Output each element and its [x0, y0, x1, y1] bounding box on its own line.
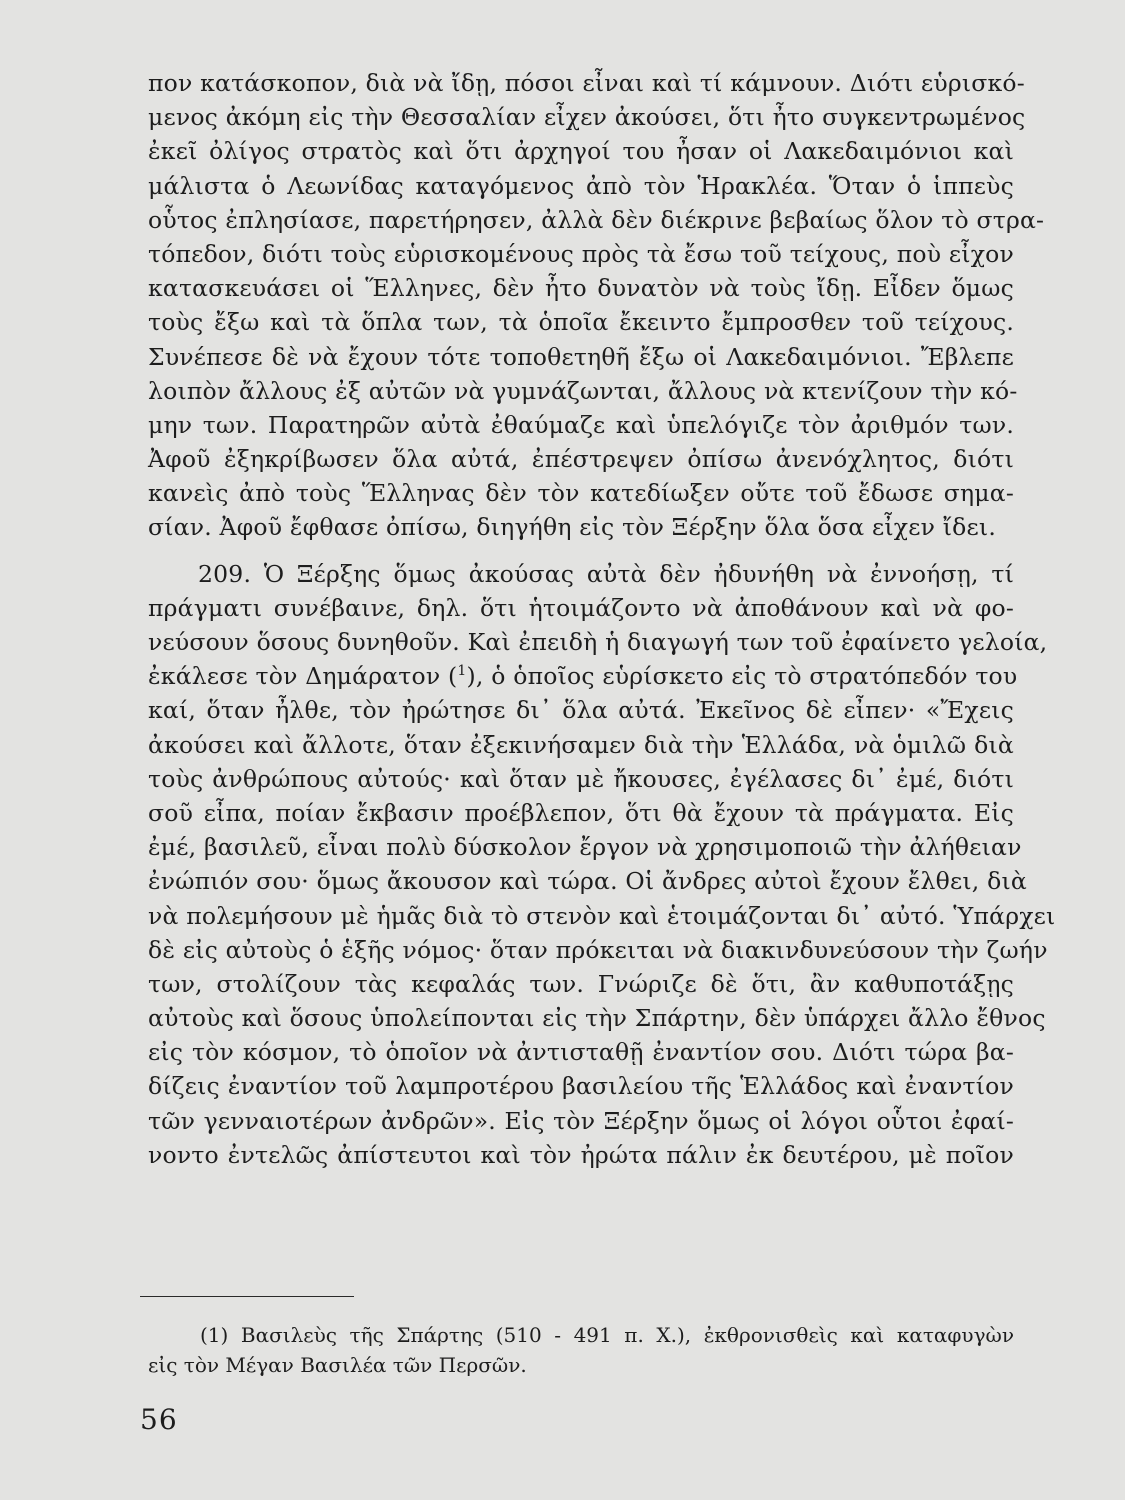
section-number: 209.	[198, 559, 252, 588]
text-line: κανεὶς ἀπὸ τοὺς Ἕλληνας δὲν τὸν κατεδίωξεν οὔτε τοῦ ἔδωσε σημα-	[148, 479, 1014, 508]
text-line: εἰς τὸν κόσμον, τὸ ὁποῖον νὰ ἀντισταθῇ ἐναντίον σου. Διότι τώρα βα-	[148, 1038, 1014, 1067]
text-line: ἐκεῖ ὀλίγος στρατὸς καὶ ὅτι ἀρχηγοί του ἦσαν οἱ Λακεδαιμόνιοι καὶ	[148, 137, 1014, 166]
text-line: δίζεις ἐναντίον τοῦ λαμπροτέρου βασιλείου τῆς Ἑλλάδος καὶ ἐναντίον	[148, 1072, 1014, 1101]
text-line: σίαν. Ἀφοῦ ἔφθασε ὀπίσω, διηγήθη εἰς τὸν Ξέρξην ὅλα ὅσα εἶχεν ἴδει.	[148, 513, 996, 542]
text-line: οὗτος ἐπλησίασε, παρετήρησεν, ἀλλὰ δὲν διέκρινε βεβαίως ὅλον τὸ στρα-	[148, 205, 1045, 234]
text-line: δὲ εἰς αὐτοὺς ὁ ἑξῆς νόμος· ὅταν πρόκειται νὰ διακινδυνεύσουν τὴν ζωήν	[148, 935, 1048, 964]
text-line: νὰ πολεμήσουν μὲ ἡμᾶς διὰ τὸ στενὸν καὶ ἑτοιμάζονται δι᾽ αὐτό. Ὑπάρχει	[148, 901, 1056, 930]
text-fragment: ἐκάλεσε τὸν Δημάρατον (	[148, 662, 458, 691]
text-line: μενος ἀκόμη εἰς τὴν Θεσσαλίαν εἶχεν ἀκούσει, ὅτι ἦτο συγκεντρωμένος	[148, 103, 1026, 132]
text-line: των, στολίζουν τὰς κεφαλάς των. Γνώριζε δὲ ὅτι, ἂν καθυποτάξῃς	[148, 969, 1014, 998]
footnote-reference[interactable]: 1	[457, 663, 467, 680]
text-line-with-footnote-ref	[148, 659, 1018, 693]
text-line: Ἀφοῦ ἐξηκρίβωσεν ὅλα αὐτά, ἐπέστρεψεν ὀπίσω ἀνενόχλητος, διότι	[148, 445, 1014, 474]
text-line: νεύσουν ὅσους δυνηθοῦν. Καὶ ἐπειδὴ ἡ διαγωγή των τοῦ ἐφαίνετο γελοία,	[148, 628, 1048, 656]
text-line: πον κατάσκοπον, διὰ νὰ ἴδῃ, πόσοι εἶναι καὶ τί κάμνουν. Διότι εὑρισκό-	[148, 69, 1025, 97]
main-text	[148, 66, 1056, 1172]
paragraph-first-line	[148, 557, 1014, 591]
text-line: Συνέπεσε δὲ νὰ ἔχουν τότε τοποθετηθῆ ἔξω οἱ Λακεδαιμόνιοι. Ἔβλεπε	[148, 342, 1014, 371]
text-line: ἐμέ, βασιλεῦ, εἶναι πολὺ δύσκολον ἔργον νὰ χρησιμοποιῶ τὴν ἀλήθειαν	[148, 833, 1022, 862]
text-line: ἐνώπιόν σου· ὅμως ἄκουσον καὶ τώρα. Οἱ ἄνδρες αὐτοὶ ἔχουν ἔλθει, διὰ	[148, 867, 1027, 896]
footnote	[148, 1320, 1014, 1380]
page-number: 56	[140, 1403, 178, 1436]
paragraph-gap	[148, 545, 1014, 557]
text-line: ἀκούσει καὶ ἄλλοτε, ὅταν ἐξεκινήσαμεν διὰ τὴν Ἑλλάδα, νὰ ὁμιλῶ διὰ	[148, 730, 1014, 759]
text-line: τῶν γενναιοτέρων ἀνδρῶν». Εἰς τὸν Ξέρξην ὅμως οἱ λόγοι οὗτοι ἐφαί-	[148, 1106, 1014, 1135]
text-line: τοὺς ἔξω καὶ τὰ ὅπλα των, τὰ ὁποῖα ἔκειντο ἔμπροσθεν τοῦ τείχους.	[148, 308, 1014, 337]
text-fragment: ), ὁ ὁποῖος εὑρίσκετο εἰς τὸ στρατόπεδόν του	[466, 662, 1018, 691]
text-line: μην των. Παρατηρῶν αὐτὰ ἐθαύμαζε καὶ ὑπελόγιζε τὸν ἀριθμόν των.	[148, 410, 1014, 439]
text-line: κατασκευάσει οἱ Ἕλληνες, δὲν ἦτο δυνατὸν νὰ τοὺς ἴδῃ. Εἶδεν ὅμως	[148, 274, 1014, 303]
text-line: λοιπὸν ἄλλους ἐξ αὐτῶν νὰ γυμνάζωνται, ἄλλους νὰ κτενίζουν τὴν κό-	[148, 376, 1018, 405]
footnote-line: (1) Βασιλεὺς τῆς Σπάρτης (510 - 491 π. Χ.), ἐκθρονισθεὶς καὶ καταφυγὼν	[200, 1323, 1014, 1347]
text-line: νοντο ἐντελῶς ἀπίστευτοι καὶ τὸν ἠρώτα πάλιν ἐκ δευτέρου, μὲ ποῖον	[148, 1140, 1014, 1169]
footnote-line: εἰς τὸν Μέγαν Βασιλέα τῶν Περσῶν.	[148, 1353, 527, 1377]
text-line: μάλιστα ὁ Λεωνίδας καταγόμενος ἀπὸ τὸν Ἡρακλέα. Ὅταν ὁ ἱππεὺς	[148, 171, 1014, 200]
text-line: Ὁ Ξέρξης ὅμως ἀκούσας αὐτὰ δὲν ἠδυνήθη νὰ ἐννοήσῃ, τί	[263, 559, 1015, 588]
text-line: πράγματι συνέβαινε, δηλ. ὅτι ἡτοιμάζοντο νὰ ἀποθάνουν καὶ νὰ φο-	[148, 593, 1014, 622]
text-line: τόπεδον, διότι τοὺς εὑρισκομένους πρὸς τὰ ἔσω τοῦ τείχους, ποὺ εἶχον	[148, 239, 1014, 268]
text-line: καί, ὅταν ἦλθε, τὸν ἠρώτησε δι᾽ ὅλα αὐτά. Ἐκεῖνος δὲ εἶπεν· «Ἔχεις	[148, 696, 1014, 725]
text-line: αὐτοὺς καὶ ὅσους ὑπολείπονται εἰς τὴν Σπάρτην, δὲν ὑπάρχει ἄλλο ἔθνος	[148, 1004, 1046, 1033]
text-line: τοὺς ἀνθρώπους αὐτούς· καὶ ὅταν μὲ ἤκουσες, ἐγέλασες δι᾽ ἐμέ, διότι	[148, 764, 1014, 793]
text-line: σοῦ εἶπα, ποίαν ἔκβασιν προέβλεπον, ὅτι θὰ ἔχουν τὰ πράγματα. Εἰς	[148, 798, 1014, 827]
footnote-divider	[140, 1296, 354, 1297]
